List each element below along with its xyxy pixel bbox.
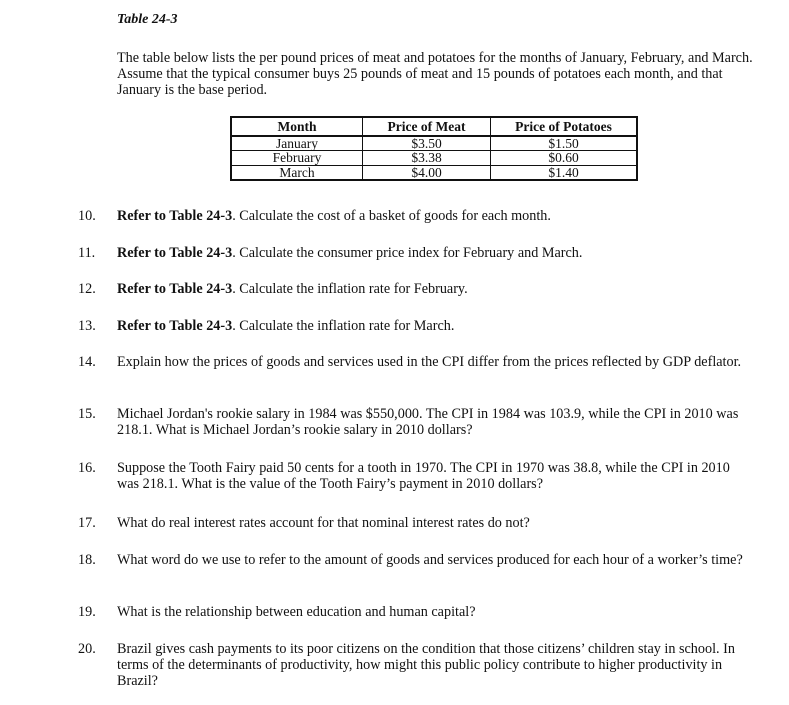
question-10 — [78, 208, 748, 224]
question-lead: Refer to Table 24-3 — [117, 245, 233, 261]
question-19 — [78, 604, 748, 620]
question-14 — [78, 354, 748, 370]
table-row — [231, 136, 637, 151]
intro-paragraph: The table below lists the per pound prices of meat and potatoes for the months of January, February, and March. Assume that the typical consumer buys 25 pounds of meat and 15 pounds of potatoes each month, and that January is the base period. — [117, 50, 753, 98]
cell-meat: $3.38 — [363, 151, 491, 166]
cell-potatoes: $1.40 — [491, 165, 638, 180]
header-price-potatoes: Price of Potatoes — [491, 117, 638, 136]
question-13 — [78, 318, 748, 334]
question-17 — [78, 515, 748, 531]
header-price-meat: Price of Meat — [363, 117, 491, 136]
question-11 — [78, 245, 748, 261]
question-lead: Refer to Table 24-3 — [117, 281, 233, 297]
header-month: Month — [231, 117, 363, 136]
question-text: Suppose the Tooth Fairy paid 50 cents for a tooth in 1970. The CPI in 1970 was 38.8, while the CPI in 2010 was 218.1. What is the value of the Tooth Fairy’s payment in 2010 dollars? — [117, 460, 730, 492]
question-lead: Refer to Table 24-3 — [117, 208, 233, 224]
question-number: 18. — [78, 552, 96, 568]
question-text: . Calculate the cost of a basket of goods for each month. — [232, 208, 551, 224]
cell-meat: $4.00 — [363, 165, 491, 180]
table-header-row — [231, 117, 637, 136]
question-number: 11. — [78, 245, 96, 261]
question-text: Brazil gives cash payments to its poor citizens on the condition that those citizens’ children stay in school. In terms of the determinants of productivity, how might this public policy contribute to higher productivity in Brazil? — [117, 641, 735, 689]
question-number: 10. — [78, 208, 96, 224]
cell-month: February — [231, 151, 363, 166]
cell-month: March — [231, 165, 363, 180]
question-text: . Calculate the consumer price index for February and March. — [232, 245, 583, 261]
question-number: 15. — [78, 406, 96, 422]
question-text: . Calculate the inflation rate for February. — [232, 281, 468, 297]
question-18 — [78, 552, 748, 568]
question-number: 19. — [78, 604, 96, 620]
question-number: 12. — [78, 281, 96, 297]
question-20 — [78, 641, 748, 689]
question-text: Explain how the prices of goods and services used in the CPI differ from the prices reflected by GDP deflator. — [117, 354, 742, 370]
price-table — [230, 116, 638, 181]
question-number: 16. — [78, 460, 96, 476]
question-lead: Refer to Table 24-3 — [117, 318, 233, 334]
question-text: What word do we use to refer to the amount of goods and services produced for each hour of a worker’s time? — [117, 552, 743, 568]
table-title: Table 24-3 — [117, 12, 178, 27]
cell-potatoes: $0.60 — [491, 151, 638, 166]
table-row — [231, 151, 637, 166]
question-12 — [78, 281, 748, 297]
question-15 — [78, 406, 748, 438]
question-number: 13. — [78, 318, 96, 334]
question-text: What do real interest rates account for that nominal interest rates do not? — [117, 515, 530, 531]
cell-potatoes: $1.50 — [491, 136, 638, 151]
question-number: 17. — [78, 515, 96, 531]
question-number: 20. — [78, 641, 96, 657]
question-16 — [78, 460, 748, 492]
question-number: 14. — [78, 354, 96, 370]
question-text: Michael Jordan's rookie salary in 1984 was $550,000. The CPI in 1984 was 103.9, while the CPI in 2010 was 218.1. What is Michael Jordan’s rookie salary in 2010 dollars? — [117, 406, 739, 438]
question-text: What is the relationship between education and human capital? — [117, 604, 476, 620]
cell-meat: $3.50 — [363, 136, 491, 151]
question-text: . Calculate the inflation rate for March. — [232, 318, 455, 334]
table-row — [231, 165, 637, 180]
cell-month: January — [231, 136, 363, 151]
